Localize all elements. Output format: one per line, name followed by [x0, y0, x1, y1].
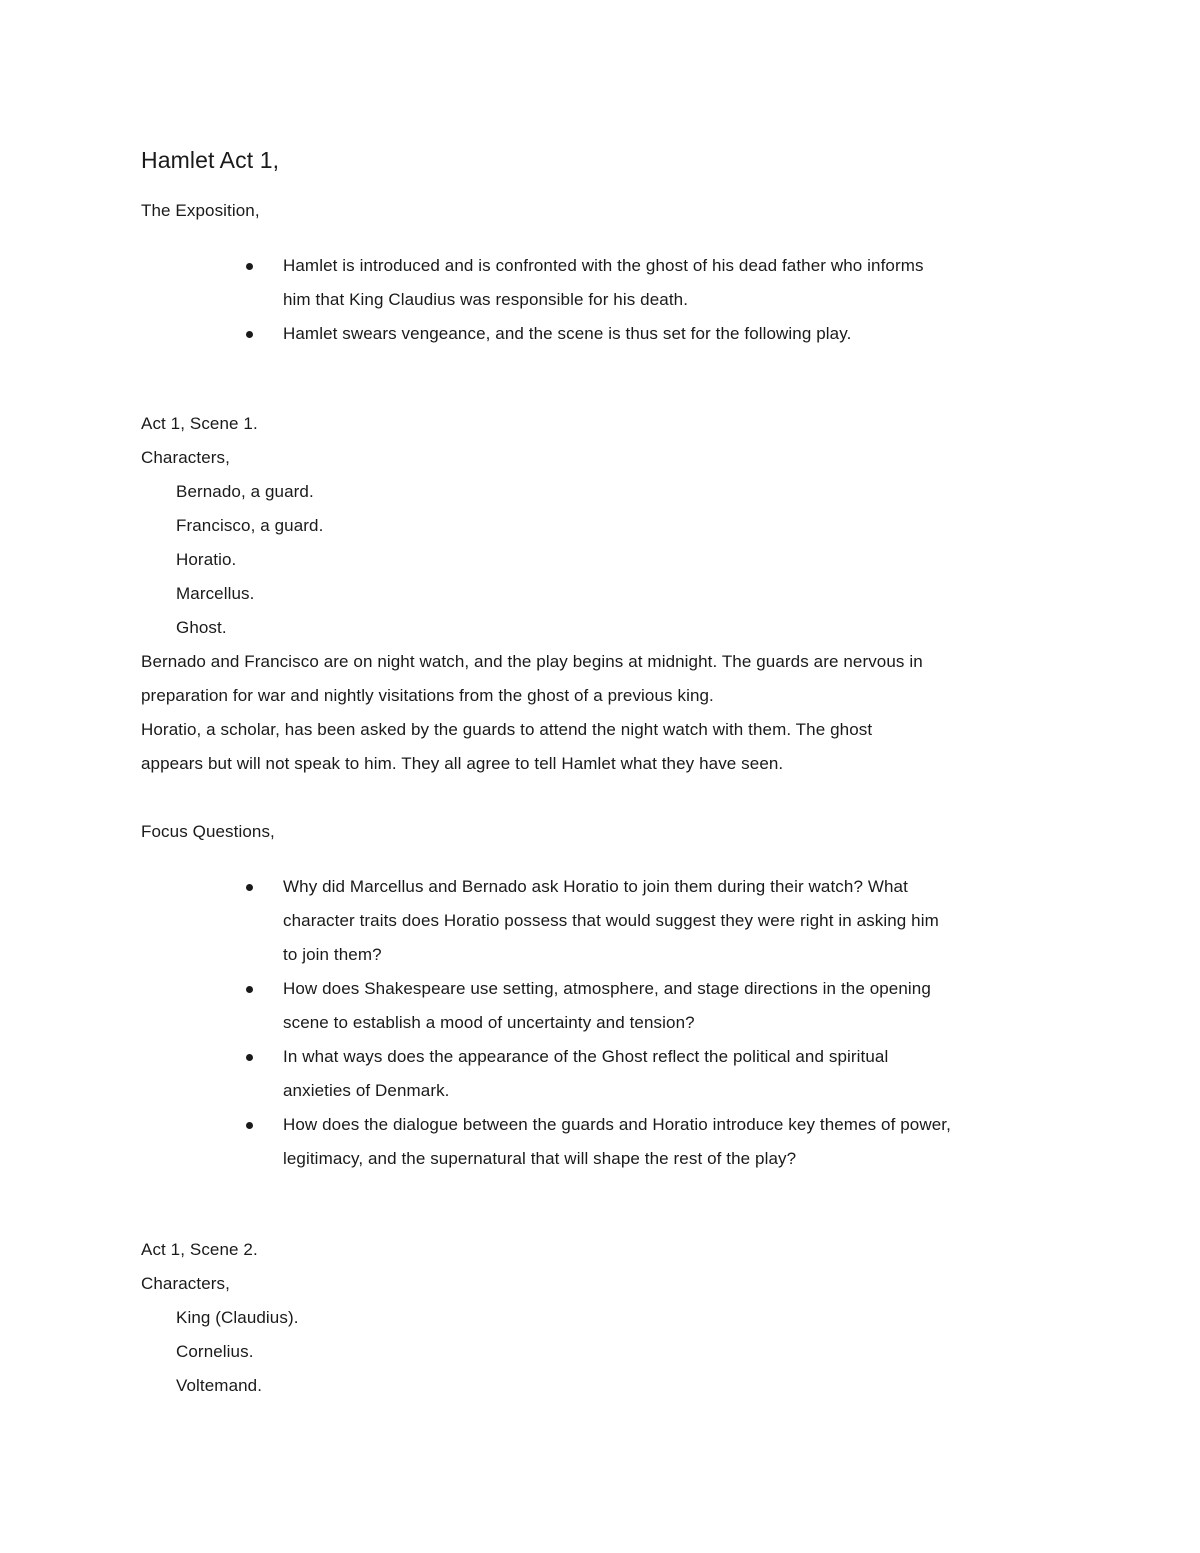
character-item: Horatio. — [176, 550, 237, 569]
bullet-icon — [246, 986, 253, 993]
character-item: Bernado, a guard. — [176, 482, 314, 501]
list-item-line: Why did Marcellus and Bernado ask Horatio to join them during their watch? What — [283, 877, 908, 896]
scene1-characters-label: Characters, — [141, 448, 230, 467]
bullet-icon — [246, 331, 253, 338]
paragraph-line: Horatio, a scholar, has been asked by the guards to attend the night watch with them. The ghost — [141, 720, 873, 739]
list-item-line: Hamlet swears vengeance, and the scene is thus set for the following play. — [283, 324, 852, 343]
list-item-line: scene to establish a mood of uncertainty and tension? — [283, 1013, 695, 1032]
paragraph-line: appears but will not speak to him. They all agree to tell Hamlet what they have seen. — [141, 754, 784, 773]
character-item: Francisco, a guard. — [176, 516, 324, 535]
list-item-line: In what ways does the appearance of the Ghost reflect the political and spiritual — [283, 1047, 889, 1066]
list-item-line: to join them? — [283, 945, 382, 964]
scene2-characters-label: Characters, — [141, 1274, 230, 1293]
scene1-heading: Act 1, Scene 1. — [141, 414, 258, 433]
exposition-heading: The Exposition, — [141, 201, 260, 220]
scene2-heading: Act 1, Scene 2. — [141, 1240, 258, 1259]
focus-questions-heading: Focus Questions, — [141, 822, 275, 841]
paragraph-line: Bernado and Francisco are on night watch, and the play begins at midnight. The guards are nervous in — [141, 652, 923, 671]
list-item-line: Hamlet is introduced and is confronted with the ghost of his dead father who informs — [283, 256, 924, 275]
list-item-line: anxieties of Denmark. — [283, 1081, 450, 1100]
bullet-icon — [246, 884, 253, 891]
list-item-line: him that King Claudius was responsible for his death. — [283, 290, 689, 309]
list-item-line: How does the dialogue between the guards and Horatio introduce key themes of power, — [283, 1115, 951, 1134]
bullet-icon — [246, 1122, 253, 1129]
character-item: Cornelius. — [176, 1342, 254, 1361]
character-item: Marcellus. — [176, 584, 255, 603]
bullet-icon — [246, 1054, 253, 1061]
character-item: Ghost. — [176, 618, 227, 637]
character-item: King (Claudius). — [176, 1308, 299, 1327]
document-title: Hamlet Act 1, — [141, 147, 280, 173]
list-item-line: character traits does Horatio possess that would suggest they were right in asking him — [283, 911, 939, 930]
character-item: Voltemand. — [176, 1376, 263, 1395]
list-item-line: How does Shakespeare use setting, atmosphere, and stage directions in the opening — [283, 979, 931, 998]
paragraph-line: preparation for war and nightly visitations from the ghost of a previous king. — [141, 686, 714, 705]
list-item-line: legitimacy, and the supernatural that will shape the rest of the play? — [283, 1149, 797, 1168]
bullet-icon — [246, 263, 253, 270]
